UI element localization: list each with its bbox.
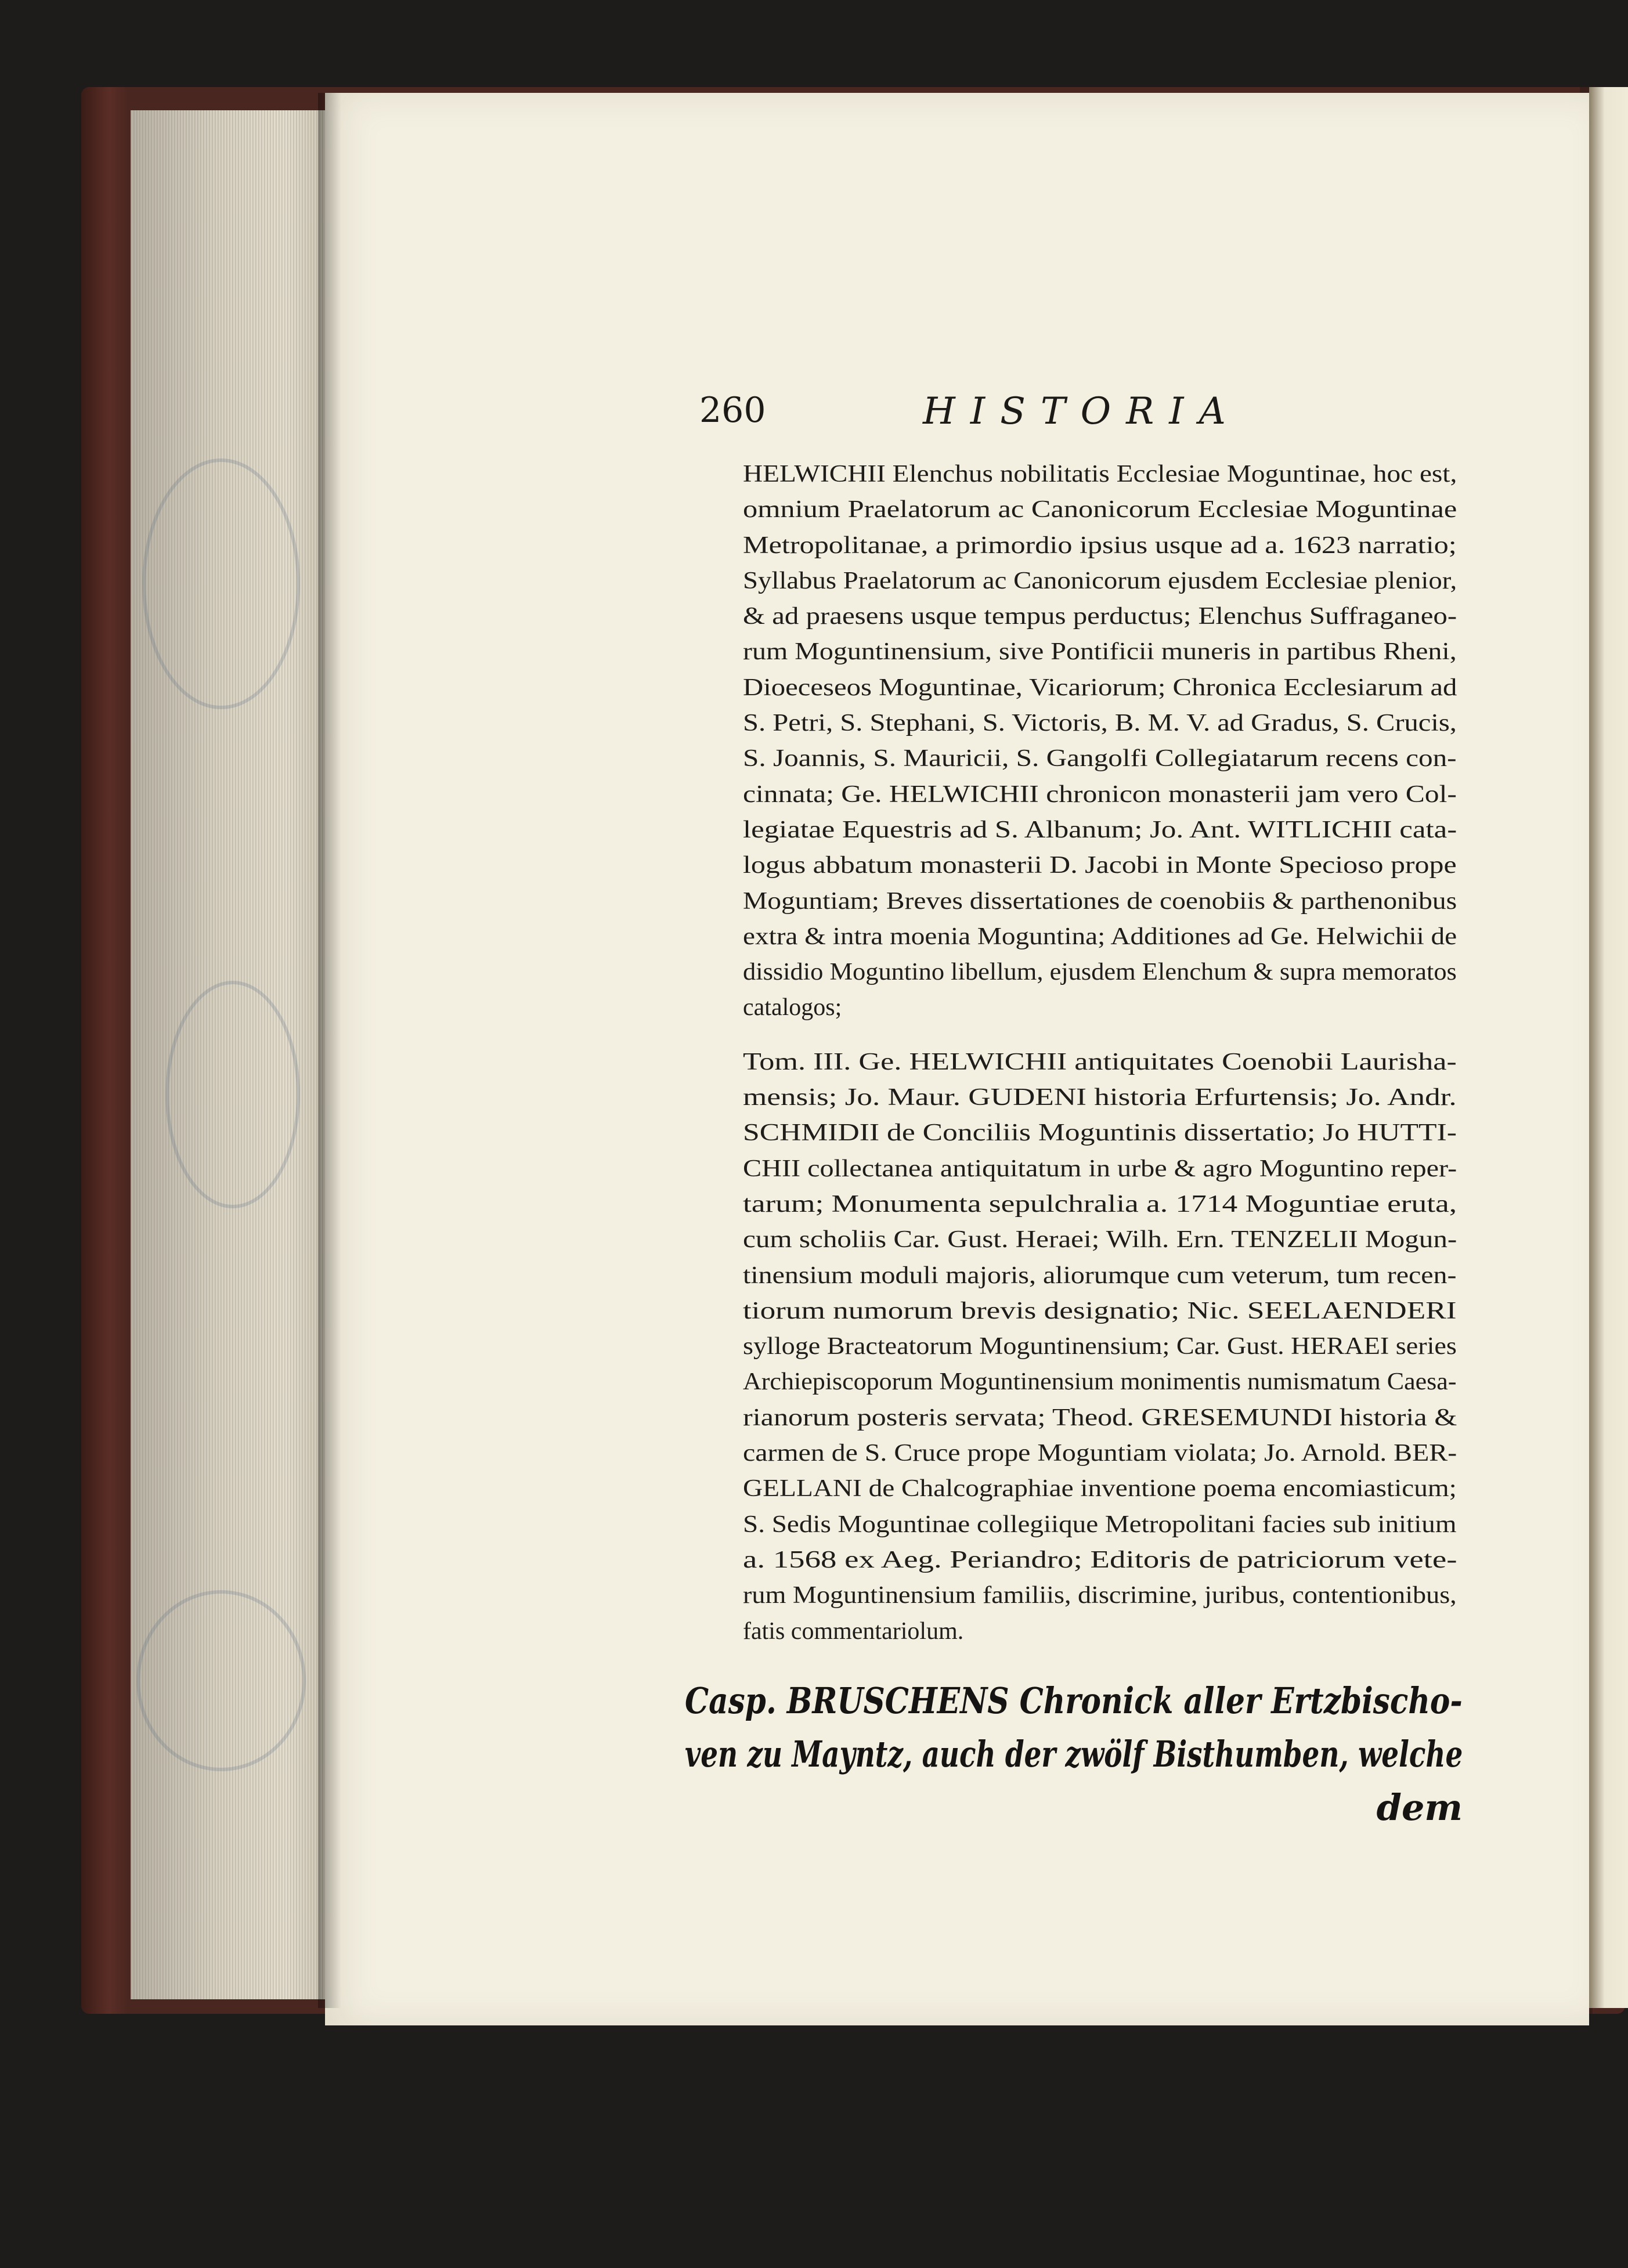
text-line — [743, 564, 1457, 599]
text-line — [743, 741, 1457, 777]
text-line — [743, 1471, 1457, 1507]
text-line-content: carmen de S. Cruce prope Moguntiam violata; Jo. Arnold. BER- — [743, 1440, 1457, 1467]
text-line-content: & ad praesens usque tempus perductus; Elenchus Suffraganeo- — [743, 603, 1457, 630]
fraktur-line — [685, 1674, 1474, 1728]
page-block-edges — [131, 110, 325, 1999]
text-line-content: S. Petri, S. Stephani, S. Victoris, B. M. V. ad Gradus, S. Crucis, — [743, 710, 1457, 737]
text-line — [743, 1364, 1457, 1400]
text-line-content: rum Moguntinensium, sive Pontificii muneris in partibus Rheni, — [743, 638, 1457, 666]
text-line — [743, 1115, 1457, 1151]
text-line — [743, 1400, 1457, 1436]
text-line-content: logus abbatum monasterii D. Jacobi in Monte Specioso prope — [743, 852, 1457, 879]
text-line-content: rum Moguntinensium familiis, discrimine, juribus, contentionibus, — [743, 1582, 1457, 1609]
text-line — [743, 848, 1457, 883]
text-line-content: sylloge Bracteatorum Moguntinensium; Car. Gust. HERAEI series — [743, 1333, 1457, 1360]
text-line — [743, 1436, 1457, 1471]
text-line-content: cinnata; Ge. HELWICHII chronicon monasterii jam vero Col- — [743, 781, 1457, 808]
running-title: HISTORIA — [923, 390, 1241, 433]
fraktur-line-content: ven zu Mayntz, auch der zwölf Bisthumben, welche — [685, 1733, 1463, 1775]
text-line-content: a. 1568 ex Aeg. Periandro; Editoris de patriciorum vete- — [743, 1546, 1457, 1573]
marbling-swirl — [142, 458, 300, 709]
body-text — [743, 457, 1457, 1649]
text-line — [743, 1543, 1457, 1578]
text-line — [743, 1045, 1457, 1080]
text-line — [743, 1258, 1457, 1294]
text-line — [743, 1080, 1457, 1115]
text-line — [743, 777, 1457, 812]
text-line-content: Dioeceseos Moguntinae, Vicariorum; Chronica Ecclesiarum ad — [743, 674, 1457, 701]
marbling-swirl — [136, 1590, 306, 1771]
text-line-content: mensis; Jo. Maur. GUDENI historia Erfurtensis; Jo. Andr. — [743, 1084, 1457, 1111]
text-line — [743, 955, 1457, 990]
text-line — [743, 1578, 1457, 1613]
book-spine — [81, 87, 128, 2014]
text-line-content: extra & intra moenia Moguntina; Additiones ad Ge. Helwichii de — [743, 923, 1457, 950]
text-line-content: Syllabus Praelatorum ac Canonicorum ejusdem Ecclesiae plenior, — [743, 567, 1457, 594]
marbling-swirl — [165, 981, 300, 1208]
text-line-content: legiatae Equestris ad S. Albanum; Jo. Ant. WITLICHII cata- — [743, 816, 1457, 843]
fraktur-line — [685, 1728, 1474, 1781]
fraktur-line-content: Casp. BRUSCHENS Chronick aller Ertzbischo- — [685, 1680, 1463, 1722]
page-number: 260 — [699, 390, 766, 431]
catchword — [685, 1781, 1474, 1834]
text-line — [743, 670, 1457, 706]
text-line — [743, 884, 1457, 919]
fraktur-heading — [685, 1674, 1474, 1834]
text-line-content: HELWICHII Elenchus nobilitatis Ecclesiae Moguntinae, hoc est, — [743, 461, 1457, 487]
text-line-content: tinensium moduli majoris, aliorumque cum veterum, tum recen- — [743, 1262, 1457, 1289]
next-page-sliver — [1589, 87, 1628, 2008]
text-line — [743, 1222, 1457, 1258]
text-line — [743, 599, 1457, 634]
text-line — [743, 492, 1457, 528]
text-line-content: fatis commentariolum. — [743, 1617, 964, 1645]
running-head — [699, 390, 1280, 454]
text-line — [743, 706, 1457, 741]
text-line-content: catalogos; — [743, 994, 842, 1021]
paragraph-gap — [743, 1026, 1457, 1045]
text-line — [743, 1187, 1457, 1222]
text-line-content: CHII collectanea antiquitatum in urbe & agro Moguntino reper- — [743, 1155, 1457, 1182]
catchword-text: dem — [1376, 1786, 1463, 1829]
text-line — [743, 634, 1457, 670]
text-line — [743, 990, 1457, 1025]
text-line-content: Moguntiam; Breves dissertationes de coenobiis & parthenonibus — [743, 887, 1457, 915]
text-line-content: dissidio Moguntino libellum, ejusdem Elenchum & supra memoratos — [743, 959, 1457, 986]
text-line-content: GELLANI de Chalcographiae inventione poema encomiasticum; — [743, 1475, 1457, 1503]
text-line-content: tarum; Monumenta sepulchralia a. 1714 Moguntiae eruta, — [743, 1190, 1457, 1218]
text-line — [743, 1507, 1457, 1543]
text-line-content: S. Joannis, S. Mauricii, S. Gangolfi Collegiatarum recens con- — [743, 745, 1457, 772]
text-line-content: tiorum numorum brevis designatio; Nic. SEELAENDERI — [743, 1297, 1457, 1324]
text-line — [743, 1614, 1457, 1649]
text-line — [743, 1294, 1457, 1329]
text-line-content: omnium Praelatorum ac Canonicorum Ecclesiae Moguntinae — [743, 496, 1457, 523]
text-line-content: SCHMIDII de Conciliis Moguntinis dissertatio; Jo HUTTI- — [743, 1119, 1457, 1147]
text-line — [743, 1329, 1457, 1364]
text-line — [743, 919, 1457, 955]
text-line — [743, 812, 1457, 848]
text-line-content: Tom. III. Ge. HELWICHII antiquitates Coenobii Laurisha- — [743, 1048, 1457, 1075]
text-line-content: Archiepiscoporum Moguntinensium monimentis numismatum Caesa- — [743, 1368, 1457, 1396]
text-line-content: Metropolitanae, a primordio ipsius usque ad a. 1623 narratio; — [743, 532, 1457, 559]
text-line-content: rianorum posteris servata; Theod. GRESEMUNDI historia & — [743, 1404, 1457, 1431]
text-line-content: S. Sedis Moguntinae collegiique Metropolitani facies sub initium — [743, 1511, 1457, 1538]
text-line — [743, 457, 1457, 492]
gutter-shadow — [318, 93, 341, 2008]
text-line — [743, 1151, 1457, 1187]
text-line-content: cum scholiis Car. Gust. Heraei; Wilh. Ern. TENZELII Mogun- — [743, 1226, 1457, 1254]
text-line — [743, 528, 1457, 564]
